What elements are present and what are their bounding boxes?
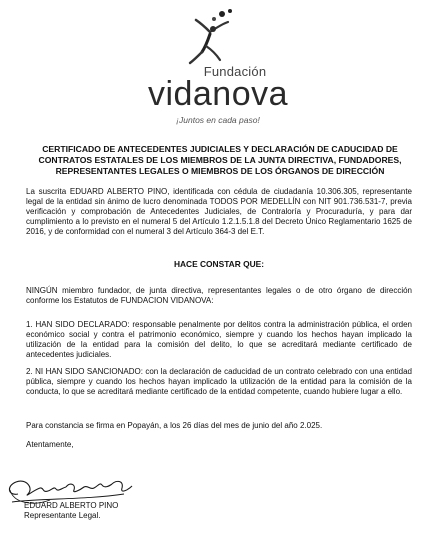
statement-paragraph: NINGÚN miembro fundador, de junta directiva, representantes legales o de otro órgano de dirección conforme los Estatutos de FUNDACION VIDANOVA: bbox=[26, 286, 412, 305]
signer-name: EDUARD ALBERTO PINO bbox=[24, 501, 119, 510]
logo-name: vidanova bbox=[147, 75, 289, 113]
dancing-figure-icon bbox=[176, 8, 240, 66]
intro-paragraph: La suscrita EDUARD ALBERTO PINO, identificada con cédula de ciudadanía 10.306.305, representante legal de la entidad sin ánimo de lucro denominada TODOS POR MEDELLÍN con NIT 901.736.531-7, previa verificación y comprobación de Antecedentes Judiciales, de Contraloría y Procuraduría, y para dar cumplimiento a lo previsto en el numeral 5 del Artículo 1.2.1.5.1.8 del Decreto Único Reglamentario 1625 de 2016, y de conformidad con el numeral 3 del Artículo 364-3 del E.T. bbox=[26, 187, 412, 236]
logo-foundation-word: Fundación bbox=[203, 64, 267, 79]
document-title: CERTIFICADO DE ANTECEDENTES JUDICIALES Y DECLARACIÓN DE CADUCIDAD DE CONTRATOS ESTATALES DE LOS MIEMBROS DE LA JUNTA DIRECTIVA, FUNDADORES, REPRESENTANTES LEGALES O MIEMBROS DE LOS ÓRGANOS DE DIRECCIÓN bbox=[38, 144, 402, 176]
foundation-logo bbox=[128, 8, 308, 136]
closing-paragraph: Para constancia se firma en Popayán, a los 26 días del mes de junio del año 2.025. bbox=[26, 421, 323, 430]
salutation: Atentamente, bbox=[26, 440, 74, 449]
section-heading: HACE CONSTAR QUE: bbox=[173, 259, 265, 269]
signer-role: Representante Legal. bbox=[24, 511, 101, 520]
item-2-paragraph: 2. NI HAN SIDO SANCIONADO: con la declaración de caducidad de un contrato celebrado con una entidad pública, siempre y cuando los hechos hayan implicado la utilización de la entidad para la comisión de la conducta, lo que se acreditará mediante certificado de la entidad competente, cuando hubiere lugar a ello. bbox=[26, 367, 412, 396]
item-1-paragraph: 1. HAN SIDO DECLARADO: responsable penalmente por delitos contra la administración pública, el orden económico social y contra el patrimonio económico, siempre y cuando los hechos hayan implicado la utilización de la entidad para la comisión del delito, lo que se acreditará mediante certificado de antecedentes judiciales. bbox=[26, 320, 412, 359]
logo-tagline: ¡Juntos en cada paso! bbox=[176, 115, 260, 125]
